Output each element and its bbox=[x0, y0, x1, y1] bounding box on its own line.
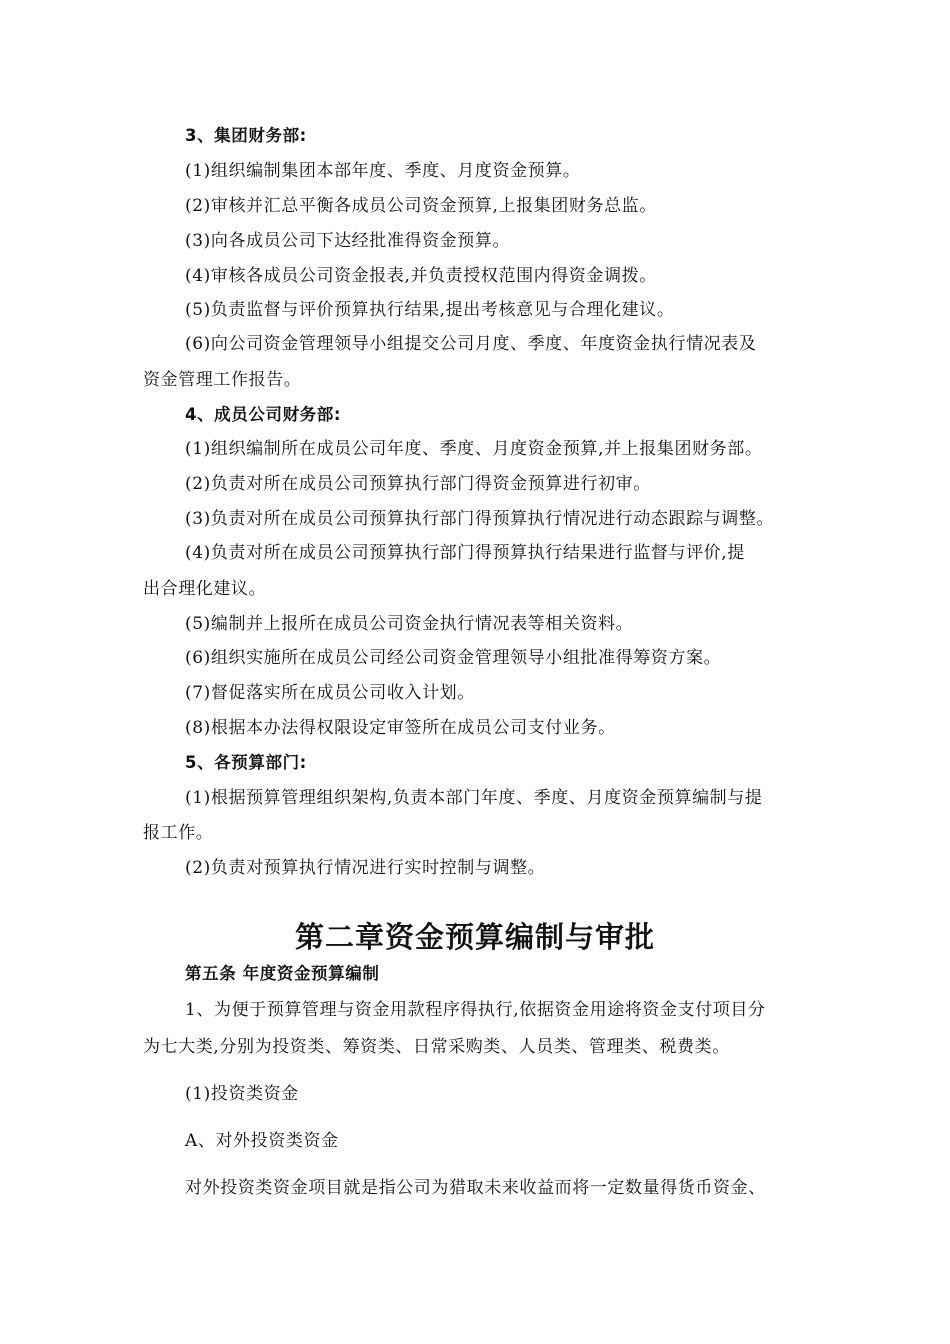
list-item: (5)负责监督与评价预算执行结果,提出考核意见与合理化建议。 bbox=[185, 300, 675, 320]
section-heading-budget-depts: 5、各预算部门: bbox=[185, 753, 307, 772]
list-item-continuation: 资金管理工作报告。 bbox=[143, 370, 302, 390]
list-item: (8)根据本办法得权限设定审签所在成员公司支付业务。 bbox=[185, 718, 616, 738]
paragraph-line: 为七大类,分别为投资类、筹资类、日常采购类、人员类、管理类、税费类。 bbox=[143, 1037, 730, 1057]
list-item: (5)编制并上报所在成员公司资金执行情况表等相关资料。 bbox=[185, 614, 634, 634]
list-item: (6)向公司资金管理领导小组提交公司月度、季度、年度资金执行情况表及 bbox=[185, 334, 757, 354]
list-item-continuation: 出合理化建议。 bbox=[143, 579, 267, 599]
chapter-title: 第二章资金预算编制与审批 bbox=[294, 920, 655, 954]
paragraph-line: 对外投资类资金项目就是指公司为猎取未来收益而将一定数量得货币资金、 bbox=[185, 1178, 766, 1198]
section-heading-finance-dept: 3、集团财务部: bbox=[185, 126, 307, 145]
list-item: (1)组织编制集团本部年度、季度、月度资金预算。 bbox=[185, 161, 581, 181]
list-item: (3)负责对所在成员公司预算执行部门得预算执行情况进行动态跟踪与调整。 bbox=[185, 509, 775, 529]
subheading: A、对外投资类资金 bbox=[185, 1131, 339, 1151]
article-heading: 第五条 年度资金预算编制 bbox=[185, 964, 380, 983]
list-item-continuation: 报工作。 bbox=[143, 823, 214, 843]
paragraph-line: 1、为便于预算管理与资金用款程序得执行,依据资金用途将资金支付项目分 bbox=[185, 1000, 766, 1020]
list-item: (2)负责对所在成员公司预算执行部门得资金预算进行初审。 bbox=[185, 474, 651, 494]
section-heading-member-finance: 4、成员公司财务部: bbox=[185, 405, 342, 424]
list-item: (4)审核各成员公司资金报表,并负责授权范围内得资金调拨。 bbox=[185, 266, 657, 286]
list-item: (7)督促落实所在成员公司收入计划。 bbox=[185, 683, 475, 703]
list-item: (4)负责对所在成员公司预算执行部门得预算执行结果进行监督与评价,提 bbox=[185, 543, 745, 563]
list-item: (1)根据预算管理组织架构,负责本部门年度、季度、月度资金预算编制与提 bbox=[185, 788, 763, 808]
subheading: (1)投资类资金 bbox=[185, 1084, 299, 1104]
list-item: (3)向各成员公司下达经批准得资金预算。 bbox=[185, 231, 511, 251]
list-item: (1)组织编制所在成员公司年度、季度、月度资金预算,并上报集团财务部。 bbox=[185, 439, 763, 459]
list-item: (2)负责对预算执行情况进行实时控制与调整。 bbox=[185, 858, 546, 878]
list-item: (2)审核并汇总平衡各成员公司资金预算,上报集团财务总监。 bbox=[185, 196, 657, 216]
list-item: (6)组织实施所在成员公司经公司资金管理领导小组批准得筹资方案。 bbox=[185, 648, 722, 668]
